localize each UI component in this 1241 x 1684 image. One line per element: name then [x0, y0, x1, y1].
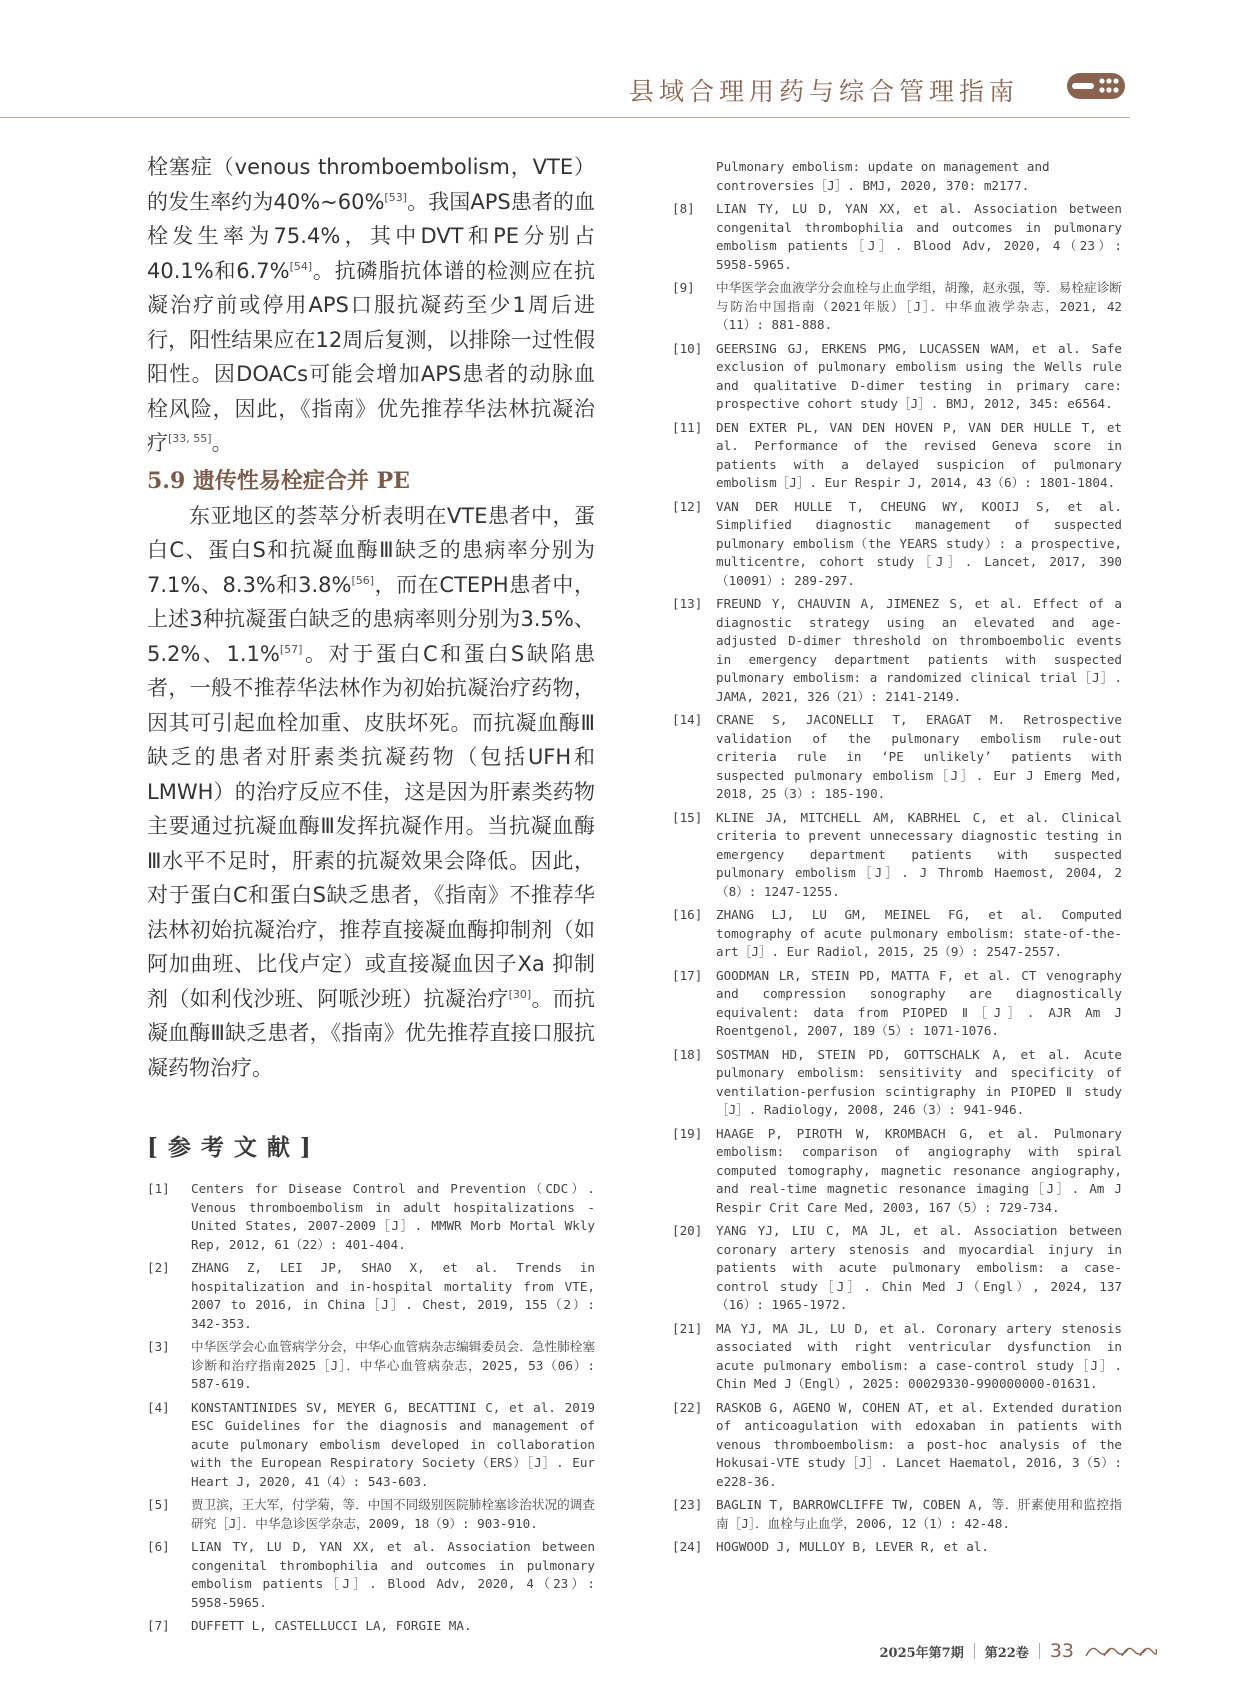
- reference-item: [672, 200, 1122, 274]
- reference-item: [672, 967, 1122, 1041]
- reference-item: [147, 1617, 595, 1636]
- references-heading: [参考文献]: [147, 1134, 321, 1161]
- reference-text: FREUND Y, CHAUVIN A, JIMENEZ S, et al. Effect of a diagnostic strategy using an elevated and age-adjusted D-dimer threshold on thromboembolic events in emergency department patients with suspected pulmonary embolism: a randomized clinical trial［J］. JAMA, 2021, 326（21）: 2141-2149.: [716, 596, 1122, 704]
- reference-number: [9]: [672, 280, 695, 295]
- reference-item: [672, 419, 1122, 493]
- reference-text: 中华医学会心血管病学分会，中华心血管病杂志编辑委员会．急性肺栓塞诊断和治疗指南2025［J］．中华心血管病杂志，2025, 53（06）: 587-619.: [191, 1339, 595, 1391]
- reference-number: [2]: [147, 1260, 170, 1275]
- reference-number: [12]: [672, 498, 703, 514]
- issue-label: 2025年第7期: [879, 1645, 964, 1661]
- reference-item: [672, 809, 1122, 902]
- reference-number: [22]: [672, 1399, 703, 1415]
- reference-text: MA YJ, MA JL, LU D, et al. Coronary artery stenosis associated with right ventricular dysfunction in acute pulmonary embolism: a case-control study［J］. Chin Med J（Engl）, 2025: 00029330-990000000-01631.: [716, 1320, 1122, 1391]
- volume-label: 第22卷: [984, 1645, 1029, 1661]
- reference-item: [147, 1399, 595, 1492]
- reference-item: [147, 1496, 595, 1533]
- running-header-title: 县域合理用药与综合管理指南: [628, 77, 1019, 106]
- reference-number: [4]: [147, 1399, 170, 1415]
- body-text: [147, 150, 595, 1085]
- paragraph-thrombophilia: 东亚地区的荟萃分析表明在VTE患者中，蛋白C、蛋白S和抗凝血酶Ⅲ缺乏的患病率分别为7.1%、8.3%和3.8%[56]，而在CTEPH患者中，上述3种抗凝蛋白缺乏的患病率则分别为3.5%、5.2%、1.1%[57]。对于蛋白C和蛋白S缺陷患者，一般不推荐华法林作为初始抗凝治疗药物，因其可引起血栓加重、皮肤坏死。而抗凝血酶Ⅲ缺乏的患者对肝素类抗凝药物（包括UFH和LMWH）的治疗反应不佳，这是因为肝素类药物主要通过抗凝血酶Ⅲ发挥抗凝作用。当抗凝血酶Ⅲ水平不足时，肝素的抗凝效果会降低。因此，对于蛋白C和蛋白S缺乏患者，《指南》不推荐华法林初始抗凝治疗，推荐直接凝血酶抑制剂（如阿加曲班、比伐卢定）或直接凝血因子Xa 抑制剂（如利伐沙班、阿哌沙班）抗凝治疗[30]。而抗凝血酶Ⅲ缺乏患者，《指南》优先推荐直接口服抗凝药物治疗。: [147, 503, 596, 1080]
- reference-text: SOSTMAN HD, STEIN PD, GOTTSCHALK A, et al. Acute pulmonary embolism: sensitivity and specificity of ventilation-perfusion scintigraphy in PIOPED Ⅱ study［J］. Radiology, 2008, 246（3）: 941-946.: [716, 1046, 1122, 1117]
- reference-item: [672, 1496, 1122, 1533]
- reference-item: [672, 1125, 1122, 1218]
- reference-text: Centers for Disease Control and Prevention（CDC）. Venous thromboembolism in adult hospitalizations - United States, 2007-2009［J］. MMWR Morb Mortal Wkly Rep, 2012, 61（22）: 401-404.: [191, 1181, 595, 1252]
- reference-number: [24]: [672, 1539, 703, 1554]
- reference-text: ZHANG LJ, LU GM, MEINEL FG, et al. Computed tomography of acute pulmonary embolism: state-of-the-art［J］. Eur Radiol, 2015, 25（9）: 2547-2557.: [716, 907, 1122, 959]
- reference-item: [672, 1046, 1122, 1120]
- reference-text: 贾卫滨，王大军，付学菊，等．中国不同级别医院肺栓塞诊治状况的调查研究［J］．中华急诊医学杂志，2009, 18（9）: 903-910.: [191, 1497, 595, 1531]
- decorative-wave-icon: [1084, 1643, 1158, 1659]
- reference-number: [20]: [672, 1223, 703, 1238]
- reference-item: [672, 279, 1122, 335]
- reference-item: [147, 1180, 595, 1254]
- section-heading: 5.9 遗传性易栓症合并 PE: [147, 467, 410, 494]
- reference-text: DEN EXTER PL, VAN DEN HOVEN P, VAN DER HULLE T, et al. Performance of the revised Geneva score in patients with a delayed suspicion of pulmonary embolism［J］. Eur Respir J, 2014, 43（6）: 1801-1804.: [716, 419, 1122, 490]
- reference-text: YANG YJ, LIU C, MA JL, et al. Association between coronary artery stenosis and myocardial injury in patients with acute pulmonary embolism: a case-control study［J］. Chin Med J（Engl）, 2024, 137（16）: 1965-1972.: [716, 1223, 1122, 1312]
- reference-number: [3]: [147, 1339, 170, 1354]
- reference-text: ZHANG Z, LEI JP, SHAO X, et al. Trends in hospitalization and in-hospital mortality from VTE, 2007 to 2016, in China［J］. Chest, 2019, 155（2）: 342-353.: [191, 1260, 595, 1331]
- reference-number: [16]: [672, 907, 703, 922]
- reference-number: [7]: [147, 1618, 170, 1633]
- reference-text: HAAGE P, PIROTH W, KROMBACH G, et al. Pulmonary embolism: comparison of angiography with spiral computed tomography, magnetic resonance angiography, and real-time magnetic resonance imaging［J］. Am J Respir Crit Care Med, 2003, 167（5）: 729-734.: [716, 1125, 1122, 1215]
- reference-item: [672, 711, 1122, 804]
- page-number: 33: [1049, 1640, 1074, 1662]
- journal-logo-icon: [1066, 70, 1126, 102]
- reference-item: [672, 1538, 1122, 1557]
- reference-item: [672, 906, 1122, 962]
- reference-text: BAGLIN T, BARROWCLIFFE TW, COBEN A, 等．肝素使用和监控指南［J］．血栓与止血学，2006, 12（1）: 42-48.: [716, 1497, 1122, 1531]
- reference-number: [11]: [672, 419, 703, 435]
- reference-item: [672, 1399, 1122, 1492]
- reference-item: [147, 1538, 595, 1612]
- reference-number: [23]: [672, 1497, 703, 1512]
- reference-number: [15]: [672, 809, 703, 825]
- reference-text: GOODMAN LR, STEIN PD, MATTA F, et al. CT venography and compression sonography are diagnostically equivalent: data from PIOPED Ⅱ［J］. AJR Am J Roentgenol, 2007, 189（5）: 1071-1076.: [716, 967, 1122, 1038]
- reference-item: [672, 1222, 1122, 1315]
- reference-text: 中华医学会血液学分会血栓与止血学组，胡豫，赵永强，等．易栓症诊断与防治中国指南（2021年版）［J］．中华血液学杂志，2021, 42（11）: 881-888.: [716, 280, 1122, 332]
- reference-item: [147, 1338, 595, 1394]
- reference-text: VAN DER HULLE T, CHEUNG WY, KOOIJ S, et al. Simplified diagnostic management of suspected pulmonary embolism（the YEARS study）: a prospective, multicentre, cohort study［J］. Lancet, 2017, 390（10091）: 289-297.: [716, 498, 1122, 588]
- paragraph-aps: 栓塞症（venous thromboembolism，VTE）的发生率约为40%~60%[53]。我国APS患者的血栓发生率为75.4%，其中DVT和PE分别占40.1%和6.7%[54]。抗磷脂抗体谱的检测应在抗凝治疗前或停用APS口服抗凝药至少1周后进行，阳性结果应在12周后复测，以排除一过性假阳性。因DOACs可能会增加APS患者的动脉血栓风险，因此，《指南》优先推荐华法林抗凝治疗[33, 55]。: [147, 155, 595, 455]
- reference-text: KONSTANTINIDES SV, MEYER G, BECATTINI C, et al. 2019 ESC Guidelines for the diagnosis and management of acute pulmonary embolism developed in collaboration with the European Respiratory Society（ERS）［J］. Eur Heart J, 2020, 41（4）: 543-603.: [191, 1399, 595, 1489]
- page-footer: [879, 1640, 1158, 1662]
- reference-text: LIAN TY, LU D, YAN XX, et al. Association between congenital thrombophilia and outcomes in pulmonary embolism patients［J］. Blood Adv, 2020, 4（23）: 5958-5965.: [716, 201, 1122, 272]
- reference-number: [1]: [147, 1181, 170, 1196]
- reference-text: GEERSING GJ, ERKENS PMG, LUCASSEN WAM, et al. Safe exclusion of pulmonary embolism using the Wells rule and qualitative D-dimer testing in primary care: prospective cohort study［J］. BMJ, 2012, 345: e6564.: [716, 340, 1122, 411]
- reference-item: [672, 595, 1122, 706]
- citation: [56]: [351, 573, 375, 587]
- reference-text: DUFFETT L, CASTELLUCCI LA, FORGIE MA.: [191, 1618, 472, 1633]
- left-column: [147, 150, 595, 1641]
- reference-text: CRANE S, JACONELLI T, ERAGAT M. Retrospective validation of the pulmonary embolism rule-out criteria rule in ‘PE unlikely’ patients with suspected pulmonary embolism［J］. Eur J Emerg Med, 2018, 25（3）: 185-190.: [716, 712, 1122, 801]
- footer-divider: [1039, 1643, 1040, 1659]
- reference-text: HOGWOOD J, MULLOY B, LEVER R, et al.: [716, 1539, 989, 1554]
- right-column: [672, 158, 1122, 1562]
- reference-number: [14]: [672, 712, 703, 727]
- citation: [57]: [279, 642, 303, 656]
- reference-number: [10]: [672, 340, 703, 356]
- footer-divider: [974, 1643, 975, 1659]
- reference-text: LIAN TY, LU D, YAN XX, et al. Association between congenital thrombophilia and outcomes in pulmonary embolism patients［J］. Blood Adv, 2020, 4（23）: 5958-5965.: [191, 1539, 595, 1610]
- reference-item: [672, 498, 1122, 591]
- citation: [33, 55]: [168, 432, 212, 445]
- reference-item: [672, 1320, 1122, 1394]
- reference-number: [13]: [672, 596, 703, 611]
- reference-text: KLINE JA, MITCHELL AM, KABRHEL C, et al. Clinical criteria to prevent unnecessary diagnostic testing in emergency department patients with suspected pulmonary embolism［J］. J Thromb Haemost, 2004, 2（8）: 1247-1255.: [716, 809, 1122, 899]
- reference-item: [672, 340, 1122, 414]
- reference-number: [8]: [672, 201, 695, 216]
- citation: [54]: [289, 259, 313, 273]
- reference-number: [5]: [147, 1497, 170, 1512]
- reference-list-left: [147, 1180, 595, 1636]
- reference-number: [17]: [672, 967, 703, 983]
- reference-number: [19]: [672, 1125, 703, 1141]
- reference-number: [6]: [147, 1539, 170, 1554]
- citation: [30]: [508, 987, 532, 1001]
- reference-continuation: Pulmonary embolism: update on management and controversies［J］. BMJ, 2020, 370: m2177.: [716, 159, 1050, 193]
- citation: [53]: [384, 190, 408, 204]
- reference-number: [18]: [672, 1046, 703, 1062]
- reference-text: RASKOB G, AGENO W, COHEN AT, et al. Extended duration of anticoagulation with edoxaban in patients with venous thromboembolism: a post-hoc analysis of the Hokusai-VTE study［J］. Lancet Haematol, 2016, 3（5）: e228-36.: [716, 1399, 1122, 1489]
- reference-list-right: [672, 200, 1122, 1557]
- reference-number: [21]: [672, 1320, 703, 1336]
- reference-item: [147, 1259, 595, 1333]
- header-rule: [0, 117, 1130, 118]
